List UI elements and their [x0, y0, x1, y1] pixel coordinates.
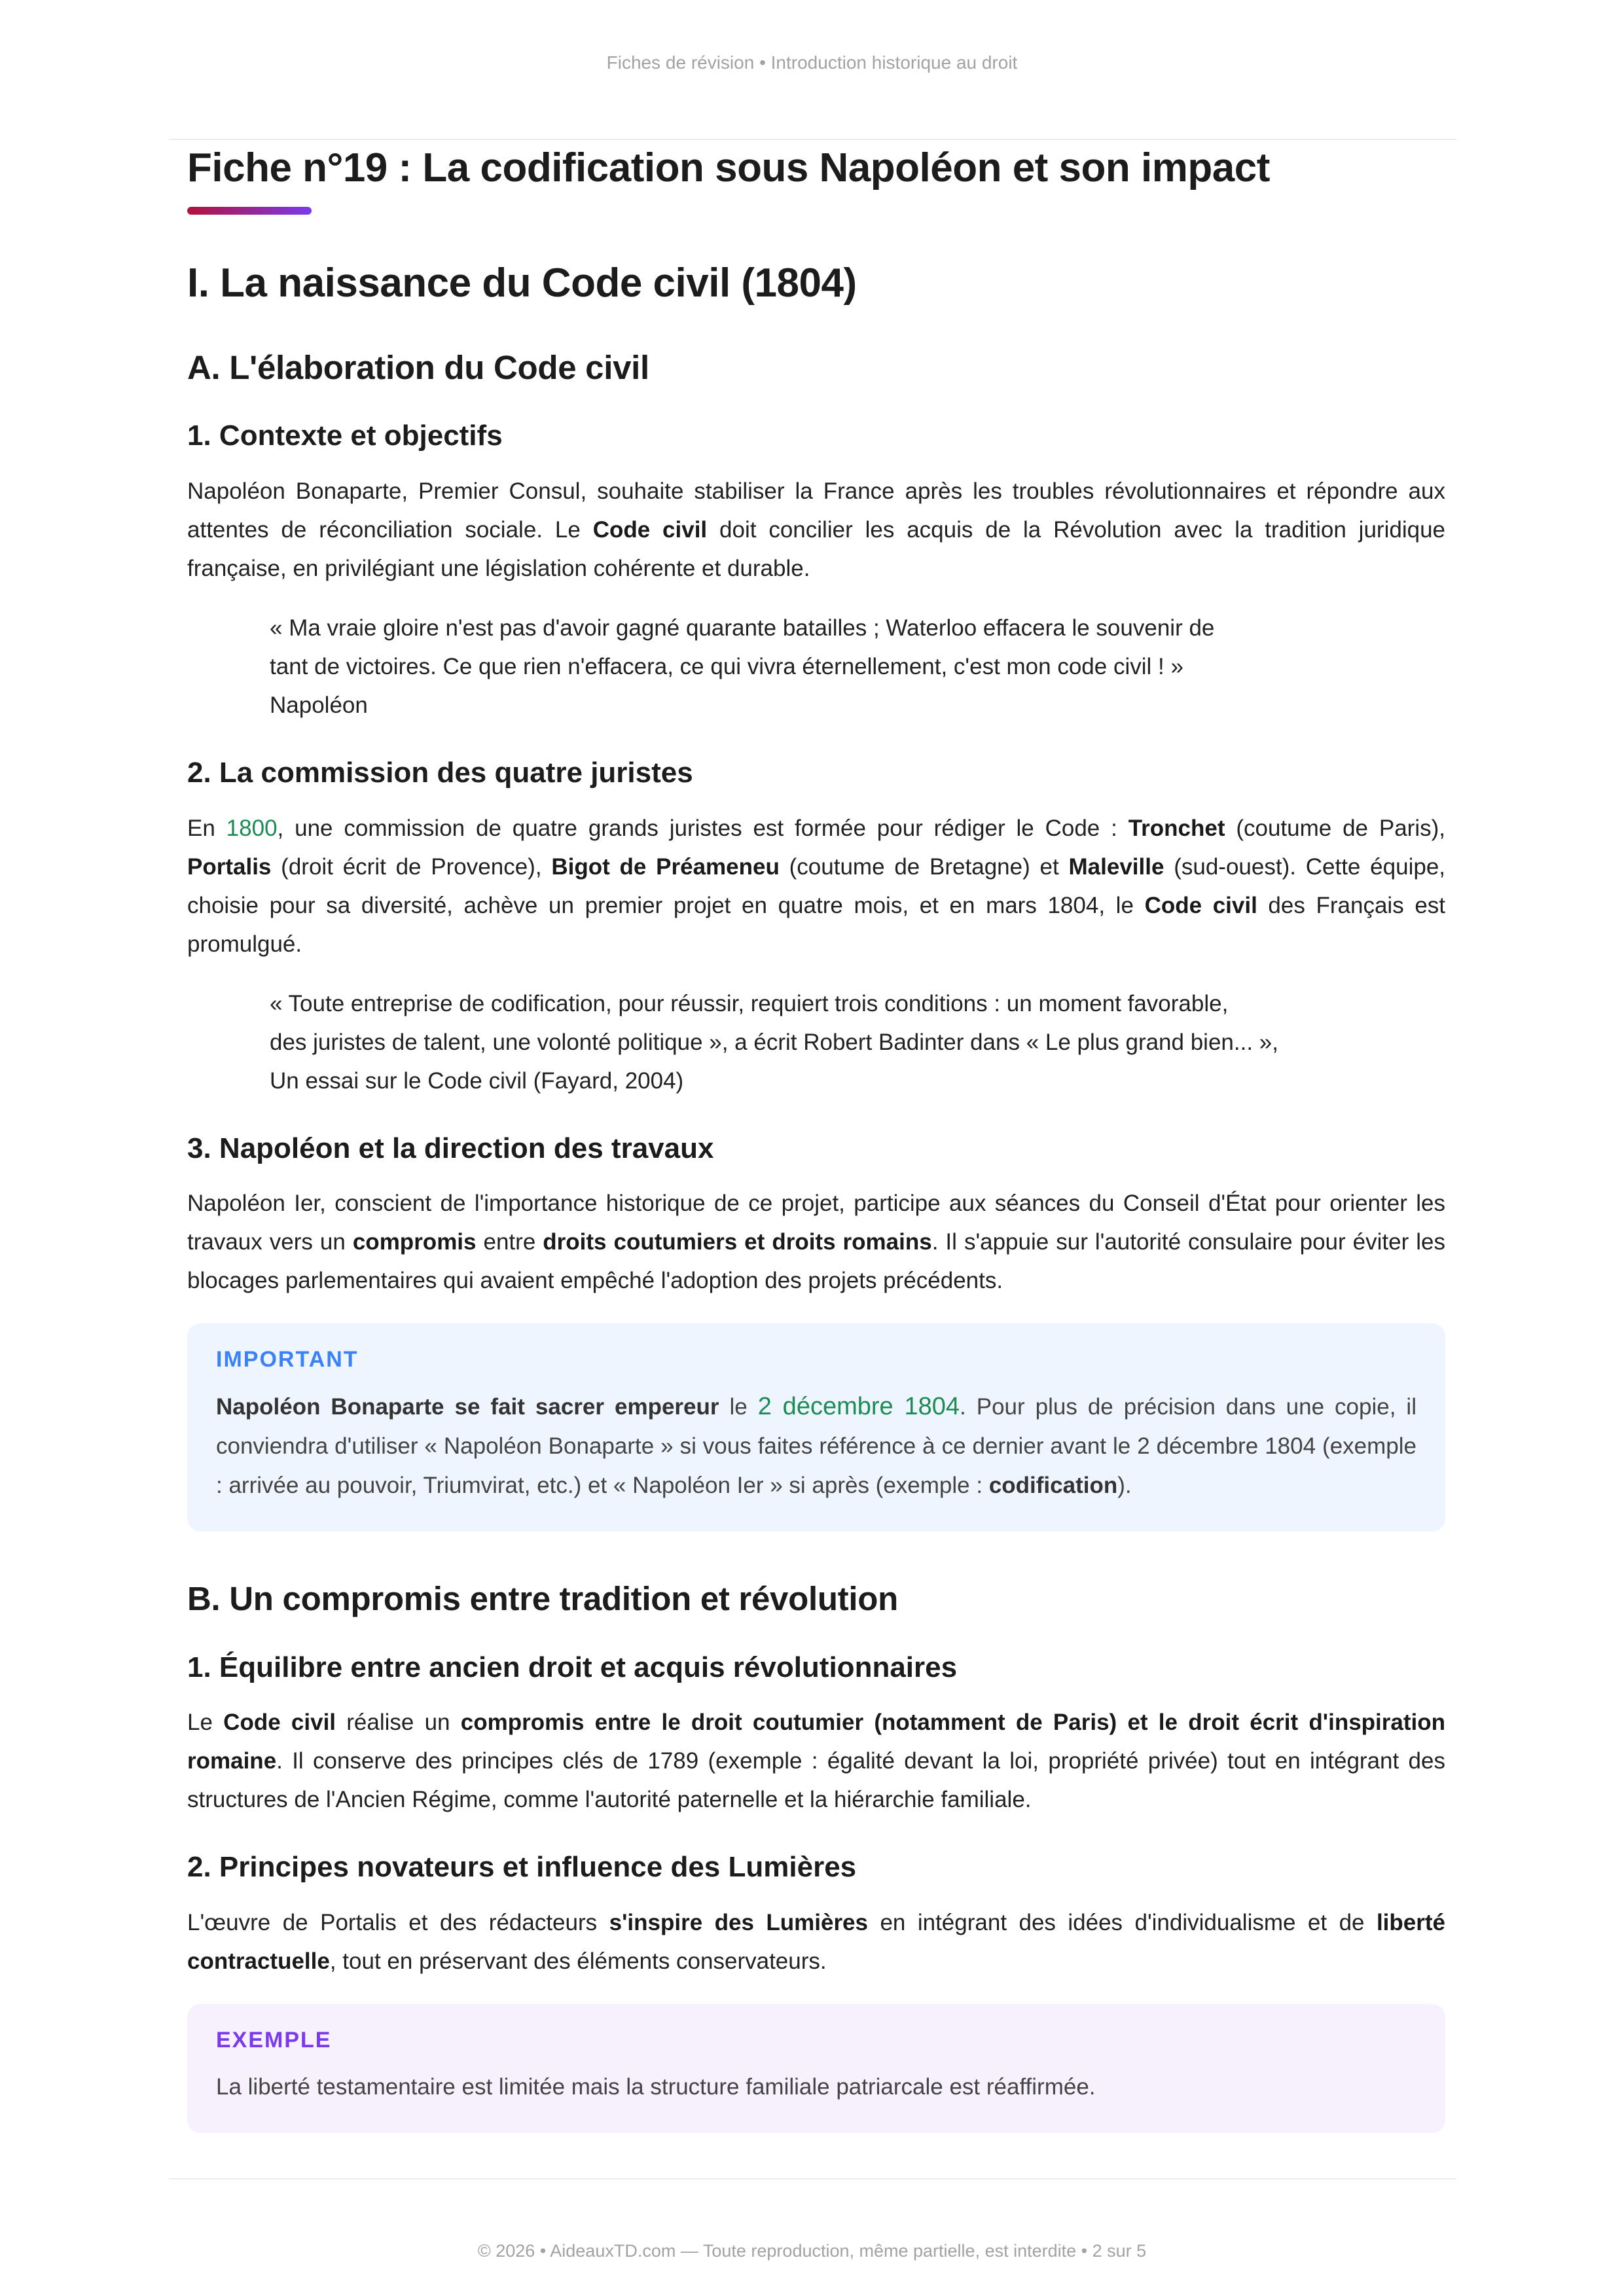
- bold-term: Napoléon Bonaparte se fait sacrer empereur: [216, 1394, 719, 1420]
- paragraph-direction: [187, 1184, 1445, 1300]
- quote-napoleon: [270, 609, 1369, 725]
- bold-term: codification: [988, 1473, 1118, 1499]
- text-run: Napoléon Ier, conscient de l'importance historique de ce projet, participe aux séances du Conseil d'État pour orienter les travaux vers un: [187, 1191, 1445, 1255]
- bold-term: Portalis: [187, 853, 272, 880]
- page-title: Fiche n°19 : La codification sous Napoléon et son impact: [187, 145, 1270, 190]
- paragraph-heading-contexte: 1. Contexte et objectifs: [187, 419, 503, 452]
- text-run: En: [187, 815, 226, 841]
- bold-term: Tronchet: [1128, 815, 1225, 841]
- text-run: en intégrant des idées d'individualisme et de: [868, 1910, 1377, 1936]
- paragraph-equilibre: [187, 1703, 1445, 1819]
- paragraph-lumieres: [187, 1903, 1445, 1981]
- bold-term: Bigot de Préameneu: [551, 853, 780, 880]
- title-accent-bar: [187, 207, 312, 215]
- text-run: le: [719, 1394, 758, 1420]
- text-run: L'œuvre de Portalis et des rédacteurs: [187, 1910, 609, 1936]
- example-callout: [187, 2004, 1445, 2133]
- subsection-heading-b: B. Un compromis entre tradition et révolution: [187, 1580, 898, 1618]
- header-divider: [169, 139, 1456, 140]
- text-run: doit concilier les acquis de la Révolution avec la tradition juridique française, en privilégiant une législation cohérente et durable.: [187, 516, 1445, 581]
- text-run: des Français est promulgué.: [187, 892, 1446, 957]
- text-run: . Il s'appuie sur l'autorité consulaire pour éviter les blocages parlementaires qui avaient empêché l'adoption des projets précédents.: [187, 1229, 1445, 1294]
- text-run: Le: [187, 1710, 224, 1736]
- paragraph-heading-equilibre: 1. Équilibre entre ancien droit et acquis révolutionnaires: [187, 1651, 958, 1683]
- text-run: réalise un: [336, 1710, 461, 1736]
- paragraph-commission: [187, 809, 1445, 963]
- quote-line: « Ma vraie gloire n'est pas d'avoir gagné quarante batailles ; Waterloo effacera le souvenir de: [270, 615, 1215, 641]
- bold-term: compromis: [352, 1229, 477, 1255]
- paragraph-heading-commission: 2. La commission des quatre juristes: [187, 756, 693, 789]
- text-run: ).: [1117, 1473, 1132, 1499]
- paragraph-heading-direction: 3. Napoléon et la direction des travaux: [187, 1132, 714, 1164]
- text-run: . Il conserve des principes clés de 1789 (exemple : égalité devant la loi, propriété privée) tout en intégrant des structures de l'Ancien Régime, comme l'autorité paternelle et la hiérarchie familiale.: [187, 1748, 1445, 1813]
- quote-source: Un essai sur le Code civil (Fayard, 2004): [270, 1067, 684, 1094]
- paragraph-contexte: [187, 472, 1445, 588]
- page-content: [187, 141, 1445, 2133]
- callout-text: La liberté testamentaire est limitée mais la structure familiale patriarcale est réaffirmée.: [216, 2074, 1096, 2100]
- callout-text: [216, 1387, 1416, 1505]
- quote-badinter: [270, 984, 1369, 1100]
- section-heading-1: I. La naissance du Code civil (1804): [187, 260, 857, 306]
- text-run: . Pour plus de précision dans une copie, il conviendra d'utiliser « Napoléon Bonaparte » si vous faites référence à ce dernier avant le 2 décembre 1804 (exemple : arrivée au pouvoir, Triumvirat, etc.) et « Napoléon Ier » si après (exemple :: [216, 1394, 1416, 1499]
- bold-term: Code civil: [592, 516, 708, 543]
- callout-label: EXEMPLE: [216, 2028, 332, 2053]
- text-run: , tout en préservant des éléments conservateurs.: [329, 1948, 827, 1975]
- bold-term: Maleville: [1068, 853, 1164, 880]
- text-run: (sud-ouest). Cette équipe, choisie pour sa diversité, achève un premier projet en quatre mois, et en mars 1804, le: [187, 853, 1446, 918]
- bold-term: s'inspire des Lumières: [609, 1910, 868, 1936]
- running-header: Fiches de révision • Introduction historique au droit: [606, 52, 1018, 73]
- quote-line: « Toute entreprise de codification, pour réussir, requiert trois conditions : un moment favorable,: [270, 990, 1229, 1016]
- quote-author: Napoléon: [270, 692, 368, 718]
- text-run: (coutume de Paris),: [1225, 815, 1445, 841]
- bold-term: Code civil: [223, 1710, 336, 1736]
- text-run: , une commission de quatre grands juristes est formée pour rédiger le Code :: [277, 815, 1128, 841]
- text-run: entre: [476, 1229, 543, 1255]
- highlight-date: 2 décembre 1804: [757, 1393, 960, 1421]
- important-callout: [187, 1323, 1445, 1532]
- bold-term: compromis entre le droit coutumier (notamment de Paris) et le droit écrit d'inspiration romaine: [187, 1710, 1445, 1774]
- text-run: (coutume de Bretagne) et: [779, 853, 1069, 880]
- bold-term: droits coutumiers et droits romains: [543, 1229, 932, 1255]
- text-run: Napoléon Bonaparte, Premier Consul, souhaite stabiliser la France après les troubles révolutionnaires et répondre aux attentes de réconciliation sociale. Le: [187, 478, 1445, 543]
- page-footer: © 2026 • AideauxTD.com — Toute reproduction, même partielle, est interdite • 2 sur 5: [477, 2241, 1147, 2261]
- bold-term: liberté contractuelle: [187, 1910, 1445, 1975]
- footer-divider: [169, 2178, 1456, 2179]
- paragraph-heading-lumieres: 2. Principes novateurs et influence des Lumières: [187, 1851, 857, 1884]
- bold-term: Code civil: [1144, 892, 1257, 918]
- highlight-year: 1800: [226, 815, 278, 841]
- callout-label: IMPORTANT: [216, 1347, 359, 1372]
- quote-line: tant de victoires. Ce que rien n'effacera, ce qui vivra éternellement, c'est mon code civil ! »: [270, 653, 1183, 679]
- quote-line: des juristes de talent, une volonté politique », a écrit Robert Badinter dans « Le plus grand bien... »,: [270, 1029, 1278, 1055]
- subsection-heading-a: A. L'élaboration du Code civil: [187, 348, 649, 386]
- text-run: (droit écrit de Provence),: [271, 853, 552, 880]
